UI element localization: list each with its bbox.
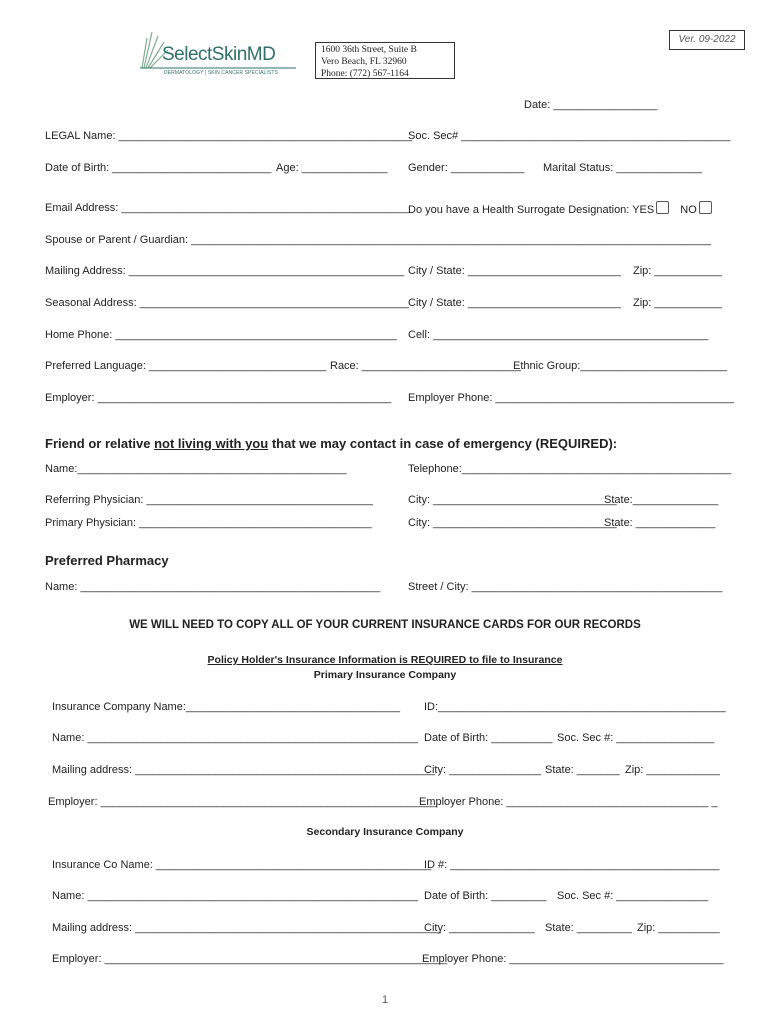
emergency-heading-underlined: not living with you [154,436,269,451]
referring-city-field[interactable]: City: ______________________________ [408,494,617,506]
secondary-employer-field[interactable]: Employer: ________________________________________________________ [52,953,448,965]
gender-field[interactable]: Gender: ____________ [408,162,525,174]
seasonal-zip-field[interactable]: Zip: ___________ [633,297,722,309]
dob-field[interactable]: Date of Birth: __________________________ [45,162,272,174]
legal-name-field[interactable]: LEGAL Name: ________________________________________________ [45,130,413,142]
policy-holder-notice [0,654,770,666]
policy-holder-text: Policy Holder's Insurance Information is REQUIRED to file to Insurance [207,654,563,666]
no-checkbox[interactable] [699,201,712,214]
emergency-telephone-field[interactable]: Telephone:____________________________________________ [408,463,732,475]
primary-company-name-field[interactable]: Insurance Company Name:___________________________________ [52,701,401,713]
primary-physician-field[interactable]: Primary Physician: ______________________________________ [45,517,372,529]
mailing-zip-field[interactable]: Zip: ___________ [633,265,722,277]
primary-city-field[interactable]: City: ______________________________ [408,517,617,529]
primary-insurance-title: Primary Insurance Company [313,669,457,681]
emergency-name-field[interactable]: Name:____________________________________________ [45,463,347,475]
primary-state-field[interactable]: State: _____________ [604,517,716,529]
primary-employer-phone-field[interactable]: Employer Phone: _________________________________ _ [419,796,718,808]
secondary-zip-field[interactable]: Zip: __________ [637,922,720,934]
age-field[interactable]: Age: ______________ [276,162,388,174]
preferred-language-field[interactable]: Preferred Language: _____________________________ [45,360,327,372]
employer-field[interactable]: Employer: ________________________________________________ [45,392,392,404]
logo-tagline: DERMATOLOGY | SKIN CANCER SPECIALISTS [164,70,278,76]
secondary-mailing-field[interactable]: Mailing address: __________________________________________________ [52,922,442,934]
secondary-name-field[interactable]: Name: ______________________________________________________ [52,890,418,902]
referring-physician-field[interactable]: Referring Physician: _____________________________________ [45,494,373,506]
pharmacy-street-city-field[interactable]: Street / City: _________________________________________ [408,581,723,593]
mailing-address-field[interactable]: Mailing Address: _____________________________________________ [45,265,405,277]
seasonal-address-field[interactable]: Seasonal Address: ____________________________________________ [45,297,409,309]
primary-dob-field[interactable]: Date of Birth: __________ [424,732,553,744]
secondary-id-field[interactable]: ID #: ____________________________________________ [424,859,720,871]
race-field[interactable]: Race: __________________________ [330,360,521,372]
yes-checkbox[interactable] [656,201,669,214]
secondary-state-field[interactable]: State: _________ [545,922,632,934]
secondary-insurance-title: Secondary Insurance Company [306,826,464,838]
primary-state-field[interactable]: State: _______ [545,764,620,776]
practice-address-box [315,42,455,79]
secondary-company-name-field[interactable]: Insurance Co Name: _____________________________________________ [52,859,432,871]
primary-id-field[interactable]: ID:_______________________________________________ [424,701,726,713]
secondary-dob-field[interactable]: Date of Birth: _________ [424,890,547,902]
secondary-employer-phone-field[interactable]: Employer Phone: ___________________________________ [422,953,724,965]
health-surrogate-label: Do you have a Health Surrogate Designation: YES [408,204,655,216]
marital-status-field[interactable]: Marital Status: ______________ [543,162,703,174]
emergency-contact-heading [45,436,617,451]
mailing-city-state-field[interactable]: City / State: _________________________ [408,265,621,277]
primary-name-field[interactable]: Name: ______________________________________________________ [52,732,418,744]
referring-state-field[interactable]: State:______________ [604,494,719,506]
selectskinmd-logo [138,30,298,80]
pharmacy-name-field[interactable]: Name: _________________________________________________ [45,581,381,593]
date-field[interactable]: Date: _________________ [524,99,658,111]
home-phone-field[interactable]: Home Phone: ______________________________________________ [45,329,397,341]
address-line-2: Vero Beach, FL 32960 [321,57,407,67]
primary-soc-sec-field[interactable]: Soc. Sec #: ________________ [557,732,715,744]
ethnic-group-field[interactable]: Ethnic Group:________________________ [513,360,728,372]
page-number: 1 [381,994,389,1006]
primary-mailing-field[interactable]: Mailing address: _________________________________________________ [52,764,435,776]
spouse-guardian-field[interactable]: Spouse or Parent / Guardian: _____________________________________________________________________________________ [45,234,712,246]
insurance-notice: WE WILL NEED TO COPY ALL OF YOUR CURRENT INSURANCE CARDS FOR OUR RECORDS [129,619,641,631]
employer-phone-field[interactable]: Employer Phone: _______________________________________ [408,392,735,404]
primary-city-field[interactable]: City: _______________ [424,764,541,776]
logo-brand-text: SelectSkinMD [162,44,276,65]
pharmacy-heading: Preferred Pharmacy [45,553,169,568]
emergency-heading-pre: Friend or relative [45,436,155,451]
address-line-3: Phone: (772) 567-1164 [321,69,409,79]
primary-employer-field[interactable]: Employer: _______________________________________________________ [48,796,438,808]
email-field[interactable]: Email Address: _______________________________________________ [45,202,409,214]
soc-sec-field[interactable]: Soc. Sec# ____________________________________________ [408,130,731,142]
no-label: NO [680,204,697,216]
version-label: Ver. 09-2022 [669,30,745,50]
secondary-soc-sec-field[interactable]: Soc. Sec #: _______________ [557,890,709,902]
seasonal-city-state-field[interactable]: City / State: _________________________ [408,297,621,309]
secondary-city-field[interactable]: City: ______________ [424,922,535,934]
address-line-1: 1600 36th Street, Suite B [321,45,417,55]
health-surrogate-question [408,201,712,217]
cell-field[interactable]: Cell: _____________________________________________ [408,329,709,341]
primary-zip-field[interactable]: Zip: ____________ [625,764,720,776]
emergency-heading-post: that we may contact in case of emergency (REQUIRED): [268,436,618,451]
